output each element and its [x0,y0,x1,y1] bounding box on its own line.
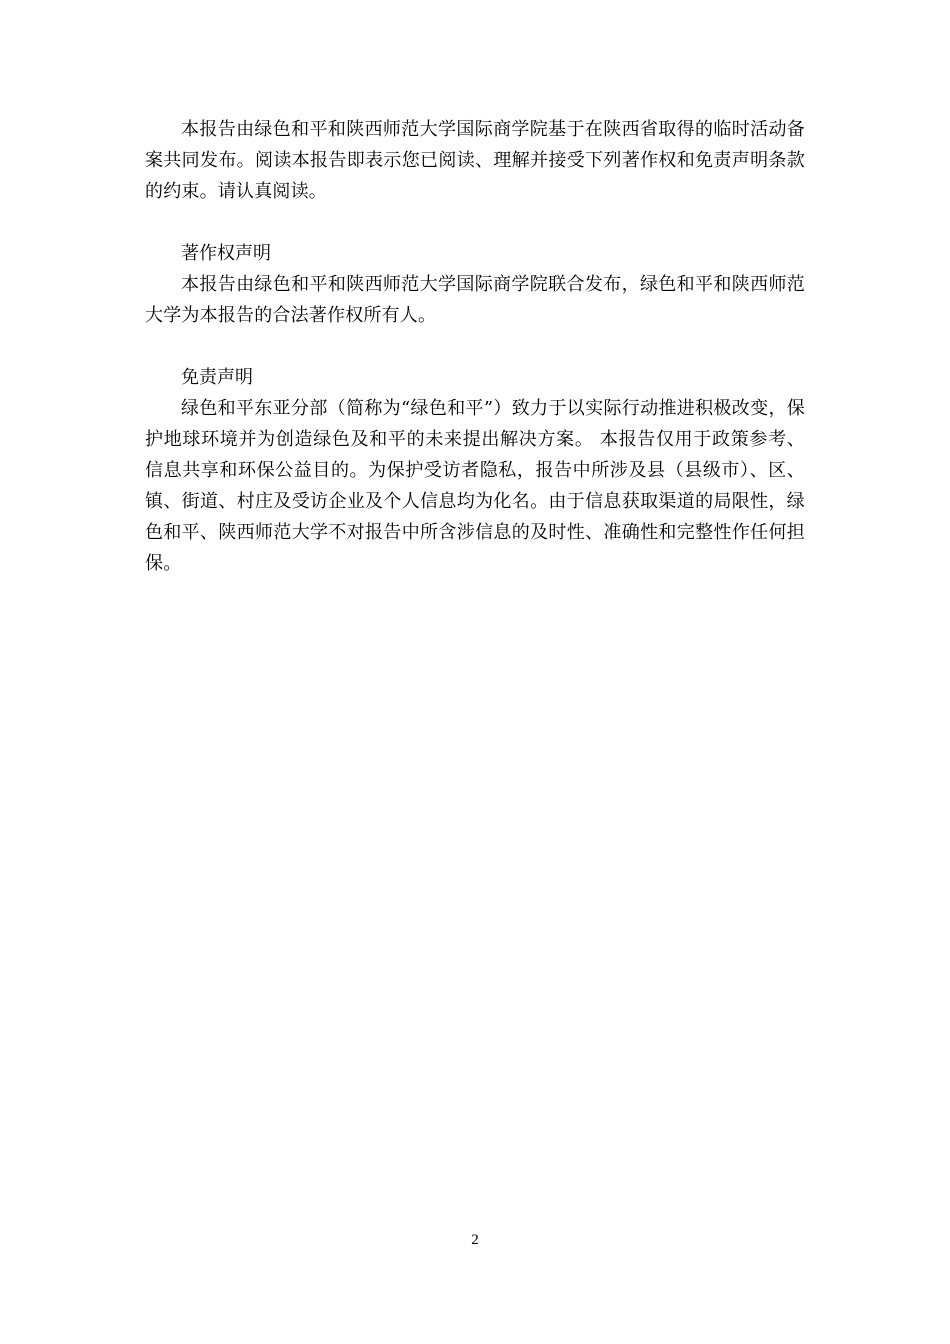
disclaimer-heading: 免责声明 [181,367,253,388]
disclaimer-paragraph: 绿色和平东亚分部（简称为“绿色和平”）致力于以实际行动推进积极改变，保护地球环境并为创造绿色及和平的未来提出解决方案。 本报告仅用于政策参考、信息共享和环保公益目的。为保护受访者隐私，报告中所涉及县（县级市）、区、镇、街道、村庄及受访企业及个人信息均为化名。由于信息获取渠道的局限性，绿色和平、陕西师范大学不对报告中所含涉信息的及时性、准确性和完整性作任何担保。 [145,398,805,574]
page-content [145,114,805,579]
intro-paragraph: 本报告由绿色和平和陕西师范大学国际商学院基于在陕西省取得的临时活动备案共同发布。阅读本报告即表示您已阅读、理解并接受下列著作权和免责声明条款的约束。请认真阅读。 [145,119,805,202]
copyright-paragraph: 本报告由绿色和平和陕西师范大学国际商学院联合发布，绿色和平和陕西师范大学为本报告的合法著作权所有人。 [145,274,805,326]
section-spacer [145,331,805,362]
copyright-heading: 著作权声明 [181,243,271,264]
section-spacer [145,207,805,238]
page-number: 2 [471,1232,479,1248]
